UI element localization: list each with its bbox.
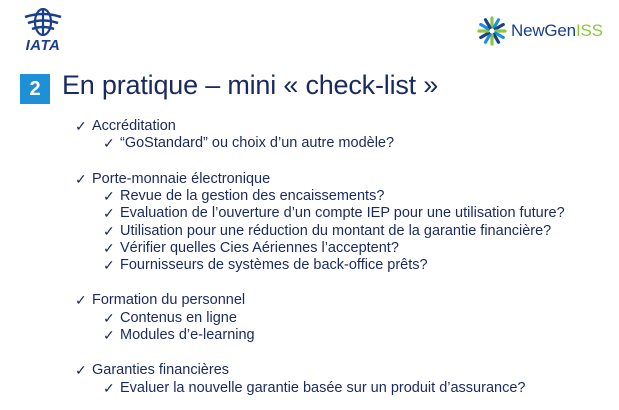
checklist-item-label: Fournisseurs de systèmes de back-office prêts? xyxy=(120,257,428,274)
checklist-item-label: Utilisation pour une réduction du montant de la garantie financière? xyxy=(120,222,552,239)
checkmark-icon: ✓ xyxy=(103,187,115,204)
newgen-starburst-icon xyxy=(477,16,507,46)
checkmark-icon: ✓ xyxy=(75,118,87,134)
checkmark-icon: ✓ xyxy=(103,135,115,152)
checkmark-icon: ✓ xyxy=(103,379,115,396)
checklist-item-label: Garanties financières xyxy=(92,362,230,379)
checklist-item-label: Porte-monnaie électronique xyxy=(92,170,271,187)
checkmark-icon: ✓ xyxy=(75,292,87,309)
newgen-wordmark xyxy=(511,21,603,41)
iss-label: ISS xyxy=(575,21,603,40)
checkmark-icon: ✓ xyxy=(103,327,115,343)
checklist-item-label: Formation du personnel xyxy=(92,292,246,309)
iata-globe-icon xyxy=(24,8,62,36)
slide-title: En pratique – mini « check-list » xyxy=(62,70,439,100)
checklist-item-label: Vérifier quelles Cies Aériennes l’acceptent? xyxy=(120,239,399,256)
checkmark-icon: ✓ xyxy=(103,205,115,222)
checkmark-icon: ✓ xyxy=(103,309,115,326)
iata-wordmark: IATA xyxy=(25,37,61,54)
checklist-item-label: Revue de la gestion des encaissements? xyxy=(120,187,385,204)
checkmark-icon: ✓ xyxy=(103,257,115,274)
checklist-item-label: Contenus en ligne xyxy=(120,309,237,326)
checklist-item-label: Modules d’e-learning xyxy=(120,327,255,343)
checklist-item-label: “GoStandard” ou choix d’un autre modèle? xyxy=(120,135,395,152)
checklist-item-label: Evaluation de l’ouverture d’un compte IEP pour une utilisation future? xyxy=(120,205,565,222)
checkmark-icon: ✓ xyxy=(103,239,115,256)
checklist-item-label: Accréditation xyxy=(92,118,176,134)
checkmark-icon: ✓ xyxy=(75,170,87,187)
newgen-iss-logo xyxy=(477,16,617,46)
checkmark-icon: ✓ xyxy=(103,222,115,239)
newgen-label: NewGen xyxy=(511,21,576,40)
section-number-badge: 2 xyxy=(20,74,50,104)
checklist-item-label: Evaluer la nouvelle garantie basée sur un produit d’assurance? xyxy=(120,379,526,396)
checkmark-icon: ✓ xyxy=(75,362,87,379)
iata-logo xyxy=(14,8,72,54)
